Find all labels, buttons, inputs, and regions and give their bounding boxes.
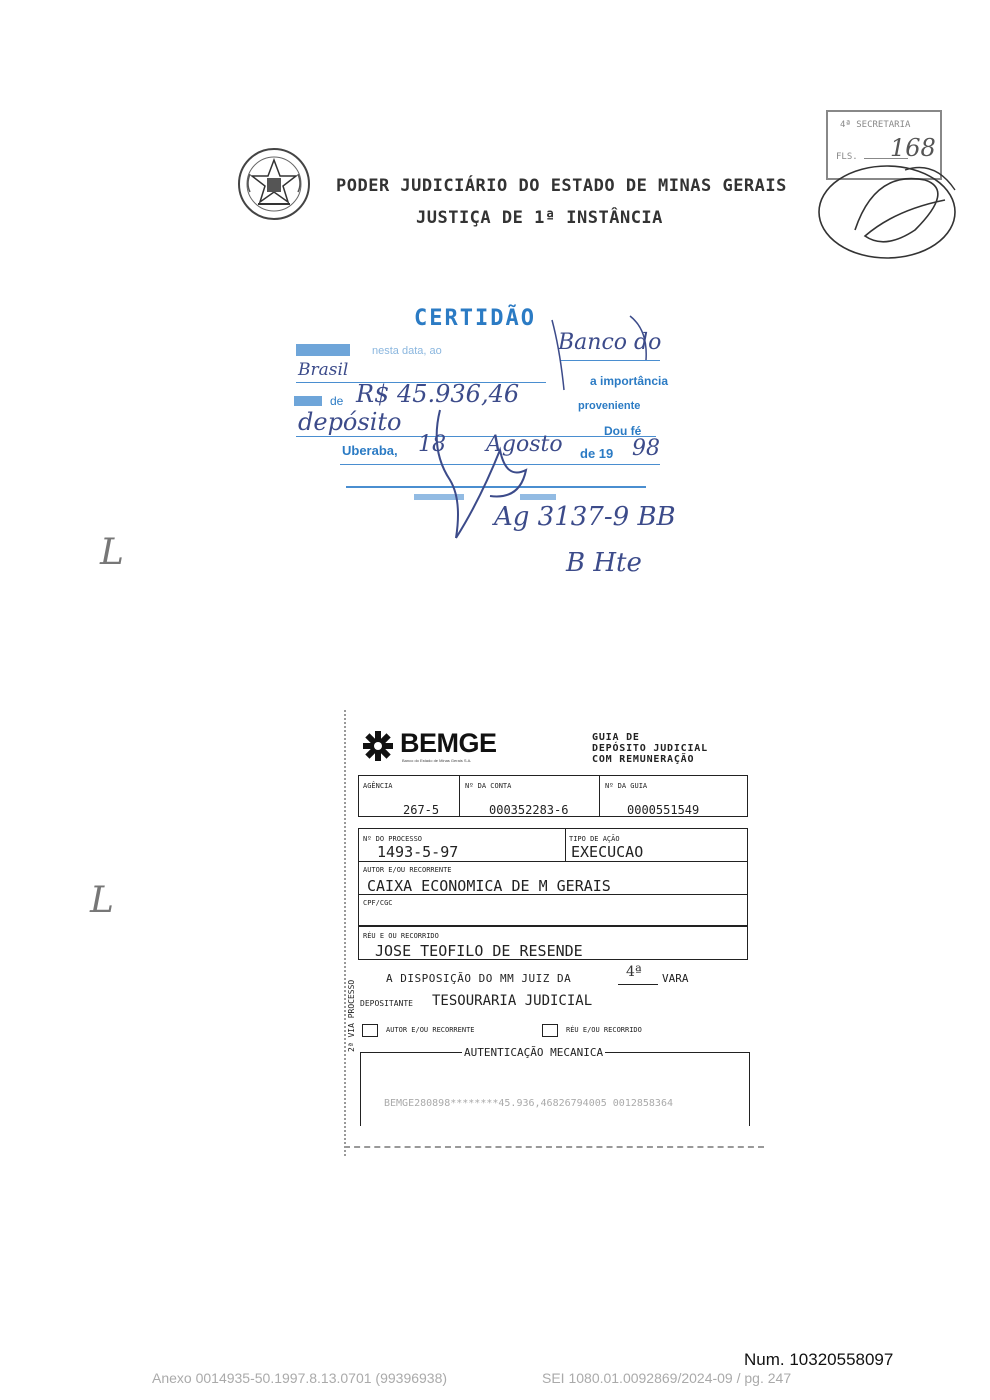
bemge-logo-icon — [362, 730, 394, 762]
folio-page-number: 168 — [890, 134, 936, 162]
certidao-title: CERTIDÃO — [414, 306, 536, 331]
processo-label: Nº DO PROCESSO — [363, 835, 423, 843]
margin-mark: L — [100, 532, 124, 573]
guia-label: Nº DA GUIA — [605, 782, 648, 790]
folio-stamp-label: 4ª SECRETARIA — [840, 120, 911, 130]
tipo-acao-value: EXECUCAO — [571, 843, 644, 861]
reu-value: JOSE TEOFILO DE RESENDE — [375, 942, 583, 960]
court-name: PODER JUDICIÁRIO DO ESTADO DE MINAS GERAIS — [336, 176, 787, 196]
processo-row — [358, 828, 748, 862]
agency-note: Ag 3137-9 BB — [494, 502, 676, 532]
guia-title-line: GUIA DE — [592, 732, 640, 743]
autor-checkbox[interactable] — [362, 1024, 378, 1037]
certidao-amount-hand: R$ 45.936,46 — [356, 380, 520, 408]
autor-row — [358, 861, 748, 895]
certidao-bank-hand-2: Brasil — [298, 360, 349, 380]
conta-value: 000352283-6 — [489, 803, 569, 817]
guia-title-line: DEPÓSITO JUDICIAL — [592, 743, 708, 754]
slip-perforation-bottom — [344, 1146, 764, 1148]
disposicao-text: A DISPOSIÇÃO DO MM JUIZ DA — [386, 972, 572, 985]
reu-checkbox[interactable] — [542, 1024, 558, 1037]
certidao-bank-hand: Banco do — [558, 330, 662, 355]
certidao-city: Uberaba, — [342, 443, 398, 458]
margin-mark: L — [90, 880, 114, 921]
bank-name: BEMGE — [400, 728, 497, 758]
certidao-year-prefix: de 19 — [580, 446, 614, 461]
certidao-dou-fe: Dou fé — [604, 424, 642, 438]
vara-line — [618, 984, 658, 985]
reu-checkbox-label: RÉU E/OU RECORRIDO — [566, 1026, 642, 1034]
vara-number: 4ª — [626, 964, 642, 980]
coat-of-arms-icon — [236, 146, 312, 222]
depositante-label: DEPOSITANTE — [360, 999, 413, 1008]
divider — [459, 776, 460, 816]
agencia-value: 267-5 — [403, 803, 440, 817]
document-number: Num. 10320558097 — [744, 1350, 894, 1369]
slip-perforation-left — [344, 710, 346, 1156]
autenticacao-label: AUTENTICAÇÃO MECANICA — [464, 1046, 604, 1059]
autenticacao-box — [360, 1052, 750, 1126]
agencia-label: AGÊNCIA — [363, 782, 393, 790]
guia-title — [592, 732, 708, 765]
footer-sei: SEI 1080.01.0092869/2024-09 / pg. 247 — [542, 1370, 792, 1386]
court-instance: JUSTIÇA DE 1ª INSTÂNCIA — [416, 208, 663, 228]
autor-checkbox-label: AUTOR E/OU RECORRENTE — [386, 1026, 475, 1034]
processo-value: 1493-5-97 — [377, 843, 459, 861]
guia-value: 0000551549 — [627, 803, 700, 817]
certidao-year-suffix: 98 — [632, 436, 660, 461]
certidao-day: 18 — [418, 432, 446, 457]
cpf-label: CPF/CGC — [363, 899, 393, 907]
tipo-acao-label: TIPO DE AÇÃO — [569, 835, 620, 843]
reu-label: RÉU E OU RECORRIDO — [363, 932, 439, 940]
folio-fls-label: FLS. — [836, 152, 858, 162]
guia-title-line: COM REMUNERAÇÃO — [592, 754, 695, 765]
certidao-line2-printed: a importância — [590, 374, 669, 388]
autor-value: CAIXA ECONOMICA DE M GERAIS — [367, 877, 611, 895]
account-row — [358, 775, 748, 817]
certidao-month: Agosto — [486, 432, 563, 457]
cpf-row — [358, 894, 748, 926]
rubric-signature-icon — [815, 150, 965, 280]
certidao-line1-printed: nesta data, ao — [372, 345, 442, 357]
via-processo-label: 2ª VIA PROCESSO — [347, 979, 356, 1052]
certidao-line3-printed: de — [330, 394, 344, 408]
divider — [565, 829, 566, 861]
conta-label: Nº DA CONTA — [465, 782, 512, 790]
vara-text: VARA — [662, 972, 689, 985]
depositante-value: TESOURARIA JUDICIAL — [432, 993, 593, 1009]
footer-anexo: Anexo 0014935-50.1997.8.13.0701 (99396938) — [152, 1370, 448, 1386]
divider — [599, 776, 600, 816]
certidao-line3-printed-b: proveniente — [578, 400, 641, 412]
bank-subtitle: Banco do Estado de Minas Gerais S.A. — [402, 758, 472, 763]
autenticacao-value: BEMGE280898********45.936,46826794005 0012858364 — [384, 1098, 673, 1109]
autor-label: AUTOR E/OU RECORRENTE — [363, 866, 452, 874]
reu-row — [358, 926, 748, 960]
certidao-deposito-hand: depósito — [298, 408, 402, 436]
agency-note-2: B Hte — [566, 548, 642, 578]
